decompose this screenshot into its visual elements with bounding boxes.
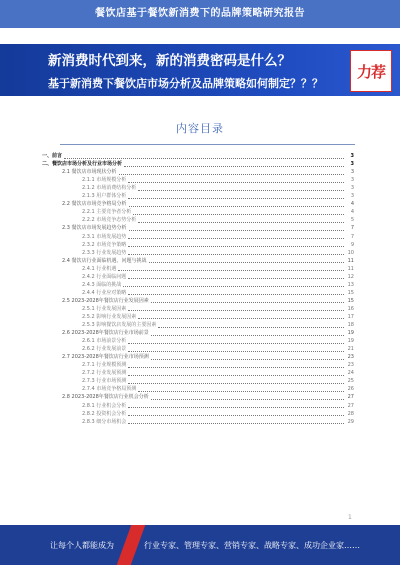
toc-entry-page: 12 xyxy=(347,273,354,280)
toc-leader-dots xyxy=(128,246,344,247)
toc-entry-page: 11 xyxy=(347,257,354,264)
toc-entry[interactable] xyxy=(34,265,354,273)
toc-entry[interactable] xyxy=(34,393,354,401)
toc-leader-dots xyxy=(151,335,344,336)
toc-entry[interactable] xyxy=(34,152,354,160)
toc-entry-label: 2.3.3 行业发展趋势 xyxy=(82,249,127,256)
toc-entry-page: 10 xyxy=(347,249,354,256)
toc-entry[interactable] xyxy=(34,249,354,257)
toc-entry[interactable] xyxy=(34,208,354,216)
toc-entry[interactable] xyxy=(34,232,354,240)
toc-entry[interactable] xyxy=(34,337,354,345)
toc-leader-dots xyxy=(128,407,344,408)
logo-text: 力荐 xyxy=(356,62,385,81)
toc-leader-dots xyxy=(158,327,344,328)
toc-entry[interactable] xyxy=(34,385,354,393)
toc-leader-dots xyxy=(64,158,344,159)
toc-entry-label: 2.4.2 行业面临问题 xyxy=(82,273,127,280)
toc-entry-label: 2.8.1 行业机会分析 xyxy=(82,402,127,409)
toc-entry-page: 25 xyxy=(347,378,354,385)
toc-entry-page: 5 xyxy=(350,217,354,224)
toc-entry[interactable] xyxy=(34,168,354,176)
toc-entry-label: 2.7.3 行业市场预测 xyxy=(82,378,127,385)
toc-title: 内容目录 xyxy=(176,122,224,135)
toc-entry-page: 29 xyxy=(347,418,354,425)
toc-entry-page: 13 xyxy=(347,281,354,288)
toc-entry[interactable] xyxy=(34,273,354,281)
toc-entry-page: 19 xyxy=(347,330,354,337)
toc-entry[interactable] xyxy=(34,297,354,305)
toc-entry-label: 2.5.3 影响餐饮店发展的主要因素 xyxy=(82,322,157,329)
toc-entry-page: 15 xyxy=(347,289,354,296)
footer-red-slash xyxy=(117,525,146,565)
toc-entry[interactable] xyxy=(34,361,354,369)
toc-entry[interactable] xyxy=(34,401,354,409)
toc-leader-dots xyxy=(138,391,344,392)
toc-entry-label: 2.6.2 行业发展前景 xyxy=(82,346,127,353)
toc-entry-label: 2.1.1 市场规模分析 xyxy=(82,177,127,184)
toc-entry-page: 3 xyxy=(350,185,354,192)
toc-entry-label: 2.7.1 行业规模预测 xyxy=(82,362,127,369)
toc-entry-label: 2.5.1 行业发展因素 xyxy=(82,305,127,312)
toc-leader-dots xyxy=(128,423,344,424)
toc-entry[interactable] xyxy=(34,176,354,184)
toc-entry-label: 2.8.2 投资机会分析 xyxy=(82,410,127,417)
toc-entry-label: 2.7.2 行业发展预测 xyxy=(82,370,127,377)
toc-leader-dots xyxy=(151,302,344,303)
toc-entry-label: 二、餐饮店市场分析及行业市场分析 xyxy=(42,161,123,168)
toc-entry-page: 23 xyxy=(347,362,354,369)
toc-entry-label: 2.1.3 用户群体分析 xyxy=(82,193,127,200)
banner-subheadline: 基于新消费下餐饮店市场分析及品牌策略如何制定？？？ xyxy=(48,77,323,90)
toc-entry-label: 2.2.2 市场竞争态势分析 xyxy=(82,217,137,224)
toc-entry-label: 2.1 餐饮店市场现状分析 xyxy=(62,169,117,176)
toc-entry[interactable] xyxy=(34,289,354,297)
toc-entry-page: 15 xyxy=(347,297,354,304)
toc-entry[interactable] xyxy=(34,313,354,321)
toc-entry-label: 2.2 餐饮店市场竞争格局分析 xyxy=(62,201,127,208)
toc-leader-dots xyxy=(128,415,344,416)
banner-headline: 新消费时代到来，新的消费密码是什么？ xyxy=(48,53,291,69)
toc-leader-dots xyxy=(151,399,344,400)
toc-leader-dots xyxy=(128,383,344,384)
toc-leader-dots xyxy=(128,351,344,352)
toc-entry-page: 17 xyxy=(347,313,354,320)
toc-entry-page: 27 xyxy=(347,394,354,401)
report-title-bar: 餐饮店基于餐饮新消费下的品牌策略研究报告 xyxy=(0,0,400,28)
toc-entry-label: 2.5 2023-2028年餐饮店行业发展因素 xyxy=(62,297,149,304)
toc-entry[interactable] xyxy=(34,160,354,168)
toc-entry[interactable] xyxy=(34,216,354,224)
toc-leader-dots xyxy=(128,367,344,368)
headline-banner xyxy=(0,44,400,96)
toc-entry[interactable] xyxy=(34,192,354,200)
toc-entry-label: 2.6 2023-2028年餐饮店行业市场前景 xyxy=(62,330,149,337)
toc-entry[interactable] xyxy=(34,377,354,385)
toc-entry-page: 7 xyxy=(350,225,354,232)
toc-leader-dots xyxy=(149,262,344,263)
toc-leader-dots xyxy=(119,174,344,175)
toc-leader-dots xyxy=(123,286,344,287)
toc-leader-dots xyxy=(124,166,344,167)
toc-divider xyxy=(60,144,355,145)
toc-entry-label: 2.4.4 行业应对策略 xyxy=(82,289,127,296)
toc-entry[interactable] xyxy=(34,418,354,426)
toc-leader-dots xyxy=(118,270,344,271)
brand-logo xyxy=(350,50,392,92)
footer-slogan: 让每个人都能成为 xyxy=(50,541,114,550)
toc-entry-label: 2.4.1 行业机遇 xyxy=(82,265,117,272)
toc-entry-label: 2.8 2023-2028年餐饮店行业机会分析 xyxy=(62,394,149,401)
toc-entry[interactable] xyxy=(34,241,354,249)
toc-leader-dots xyxy=(128,294,344,295)
toc-entry-label: 2.1.2 市场消费结构分析 xyxy=(82,185,137,192)
toc-entry-label: 2.5.2 影响行业发展因素 xyxy=(82,313,137,320)
toc-entry-page: 18 xyxy=(347,322,354,329)
toc-leader-dots xyxy=(138,222,344,223)
toc-entry[interactable] xyxy=(34,410,354,418)
toc-entry-label: 一、前言 xyxy=(42,153,63,160)
toc-entry-page: 3 xyxy=(350,177,354,184)
toc-entry-label: 2.2.1 主要竞争者分析 xyxy=(82,209,132,216)
toc-entry-label: 2.3.1 市场发展趋势 xyxy=(82,233,127,240)
toc-entry-label: 2.6.1 市场前景分析 xyxy=(82,338,127,345)
toc-leader-dots xyxy=(128,238,344,239)
toc-entry-page: 26 xyxy=(347,386,354,393)
toc-entry-label: 2.3 餐饮店市场发展趋势分析 xyxy=(62,225,127,232)
toc-leader-dots xyxy=(138,190,344,191)
toc-leader-dots xyxy=(128,375,344,376)
toc-entry[interactable] xyxy=(34,321,354,329)
toc-entry-page: 23 xyxy=(347,354,354,361)
toc-leader-dots xyxy=(138,318,344,319)
table-of-contents xyxy=(34,152,354,426)
toc-entry-page: 9 xyxy=(350,241,354,248)
toc-leader-dots xyxy=(133,214,344,215)
footer-roles: 行业专家、管理专家、营销专家、战略专家、成功企业家…… xyxy=(144,541,360,550)
toc-entry[interactable] xyxy=(34,369,354,377)
toc-entry-label: 2.8.3 细分市场机会 xyxy=(82,418,127,425)
toc-entry-page: 3 xyxy=(350,193,354,200)
toc-entry-label: 2.4.3 面临的挑战 xyxy=(82,281,122,288)
toc-entry-page: 21 xyxy=(347,346,354,353)
toc-leader-dots xyxy=(129,206,344,207)
toc-entry-page: 11 xyxy=(347,265,354,272)
toc-leader-dots xyxy=(151,359,344,360)
toc-entry-page: 16 xyxy=(347,305,354,312)
footer-banner xyxy=(0,525,400,565)
toc-entry[interactable] xyxy=(34,224,354,232)
page-corner-mark: 1 xyxy=(348,514,352,521)
toc-entry-page: 4 xyxy=(350,209,354,216)
toc-leader-dots xyxy=(129,230,344,231)
toc-entry-page: 7 xyxy=(350,233,354,240)
toc-leader-dots xyxy=(128,198,344,199)
toc-leader-dots xyxy=(128,278,344,279)
toc-entry-page: 28 xyxy=(347,410,354,417)
toc-entry[interactable] xyxy=(34,257,354,265)
toc-entry[interactable] xyxy=(34,345,354,353)
toc-leader-dots xyxy=(128,254,344,255)
toc-entry-page: 27 xyxy=(347,402,354,409)
toc-entry[interactable] xyxy=(34,184,354,192)
toc-entry[interactable] xyxy=(34,329,354,337)
toc-entry[interactable] xyxy=(34,281,354,289)
toc-entry[interactable] xyxy=(34,305,354,313)
toc-entry-label: 2.4 餐饮店行业面临机遇、问题与挑战 xyxy=(62,257,147,264)
toc-leader-dots xyxy=(128,182,344,183)
toc-entry-label: 2.7.4 市场竞争格局预测 xyxy=(82,386,137,393)
toc-entry-page: 3 xyxy=(350,161,354,168)
toc-entry-label: 2.3.2 市场竞争策略 xyxy=(82,241,127,248)
toc-leader-dots xyxy=(128,343,344,344)
toc-entry[interactable] xyxy=(34,200,354,208)
toc-entry-page: 19 xyxy=(347,338,354,345)
toc-entry-label: 2.7 2023-2028年餐饮店行业市场预测 xyxy=(62,354,149,361)
toc-entry[interactable] xyxy=(34,353,354,361)
toc-entry-page: 3 xyxy=(350,153,354,160)
toc-entry-page: 4 xyxy=(350,201,354,208)
toc-entry-page: 3 xyxy=(350,169,354,176)
toc-entry-page: 24 xyxy=(347,370,354,377)
toc-leader-dots xyxy=(128,310,344,311)
